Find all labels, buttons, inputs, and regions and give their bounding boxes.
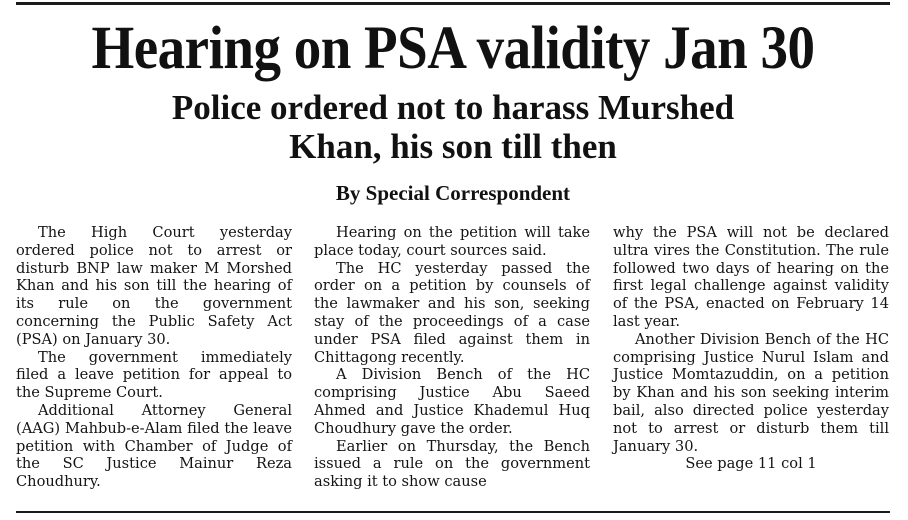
paragraph: Earlier on Thursday, the Bench issued a rule on the government asking it to show cause [314, 437, 590, 491]
article-column-1 [16, 224, 292, 491]
article-column-3 [613, 224, 889, 473]
bottom-rule [16, 511, 890, 513]
paragraph: Another Division Bench of the HC comprising Justice Nurul Islam and Justice Momtazuddin, on a petition by Khan and his son seeking interim bail, also directed police yesterday not to arrest or disturb them till January 30. [613, 330, 889, 455]
paragraph: A Division Bench of the HC comprising Justice Abu Saeed Ahmed and Justice Khademul Huq Choudhury gave the order. [314, 366, 590, 437]
paragraph: Additional Attorney General (AAG) Mahbub-e-Alam filed the leave petition with Chamber of Judge of the SC Justice Mainur Reza Choudhury. [16, 401, 292, 491]
paragraph: why the PSA will not be declared ultra vires the Constitution. The rule followed two days of hearing on the first legal challenge against validity of the PSA, enacted on February 14 last year. [613, 224, 889, 330]
paragraph: The High Court yesterday ordered police not to arrest or disturb BNP law maker M Morshed Khan and his son till the hearing of its rule on the government concerning the Public Safety Act (PSA) on January 30. [16, 224, 292, 348]
jump-line: See page 11 col 1 [685, 455, 817, 473]
paragraph: Hearing on the petition will take place today, court sources said. [314, 224, 590, 259]
news-clipping [16, 0, 890, 516]
article-column-2 [314, 224, 590, 491]
top-rule [16, 2, 890, 5]
paragraph: The government immediately filed a leave petition for appeal to the Supreme Court. [16, 348, 292, 402]
paragraph: The HC yesterday passed the order on a petition by counsels of the lawmaker and his son, seeking stay of the proceedings of a case under PSA filed against them in Chittagong recently. [314, 259, 590, 366]
subheadline-line-2: Khan, his son till then [289, 127, 617, 166]
subheadline [16, 88, 890, 166]
subheadline-line-1: Police ordered not to harass Murshed [171, 88, 735, 127]
headline: Hearing on PSA validity Jan 30 [91, 13, 815, 82]
byline: By Special Correspondent [335, 181, 571, 205]
